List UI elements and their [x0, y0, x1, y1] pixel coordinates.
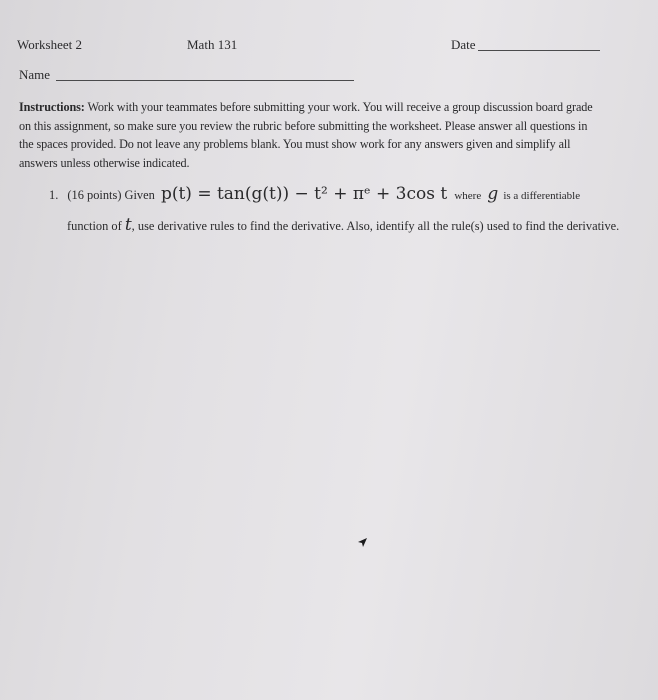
mouse-cursor-icon	[357, 537, 369, 549]
instructions-block	[19, 98, 604, 172]
date-label: Date	[451, 37, 476, 52]
course-name: Math 131	[187, 37, 238, 52]
instructions-text: Work with your teammates before submitting your work. You will receive a group discussion board grade on this assignment, so make sure you review the rubric before submitting the worksheet. Please answer all questions in the spaces provided. Do not leave any problems blank. You must show work for any answers given and simplify all answers unless otherwise indicated.	[19, 100, 593, 170]
question-equation: p(t) = tan(g(t)) − t² + πᵉ + 3cos t	[160, 184, 448, 204]
question-1-line	[49, 184, 580, 204]
name-label: Name	[19, 67, 51, 82]
name-blank-line[interactable]	[56, 80, 354, 81]
date-blank-line[interactable]	[478, 50, 600, 51]
where-word: where	[454, 190, 482, 202]
question-1-continuation	[67, 217, 627, 235]
worksheet-title: Worksheet 2	[17, 37, 83, 52]
instructions-label: Instructions:	[19, 100, 85, 114]
function-of-text: function of	[67, 219, 122, 233]
is-differentiable-text: is a differentiable	[503, 190, 581, 202]
question-instruction-text: , use derivative rules to find the derivative. Also, identify all the rule(s) used to find the derivative.	[131, 219, 620, 233]
t-variable: t	[124, 215, 132, 235]
question-points: (16 points) Given	[67, 188, 155, 202]
g-variable: g	[487, 184, 499, 204]
question-number: 1.	[49, 188, 59, 202]
